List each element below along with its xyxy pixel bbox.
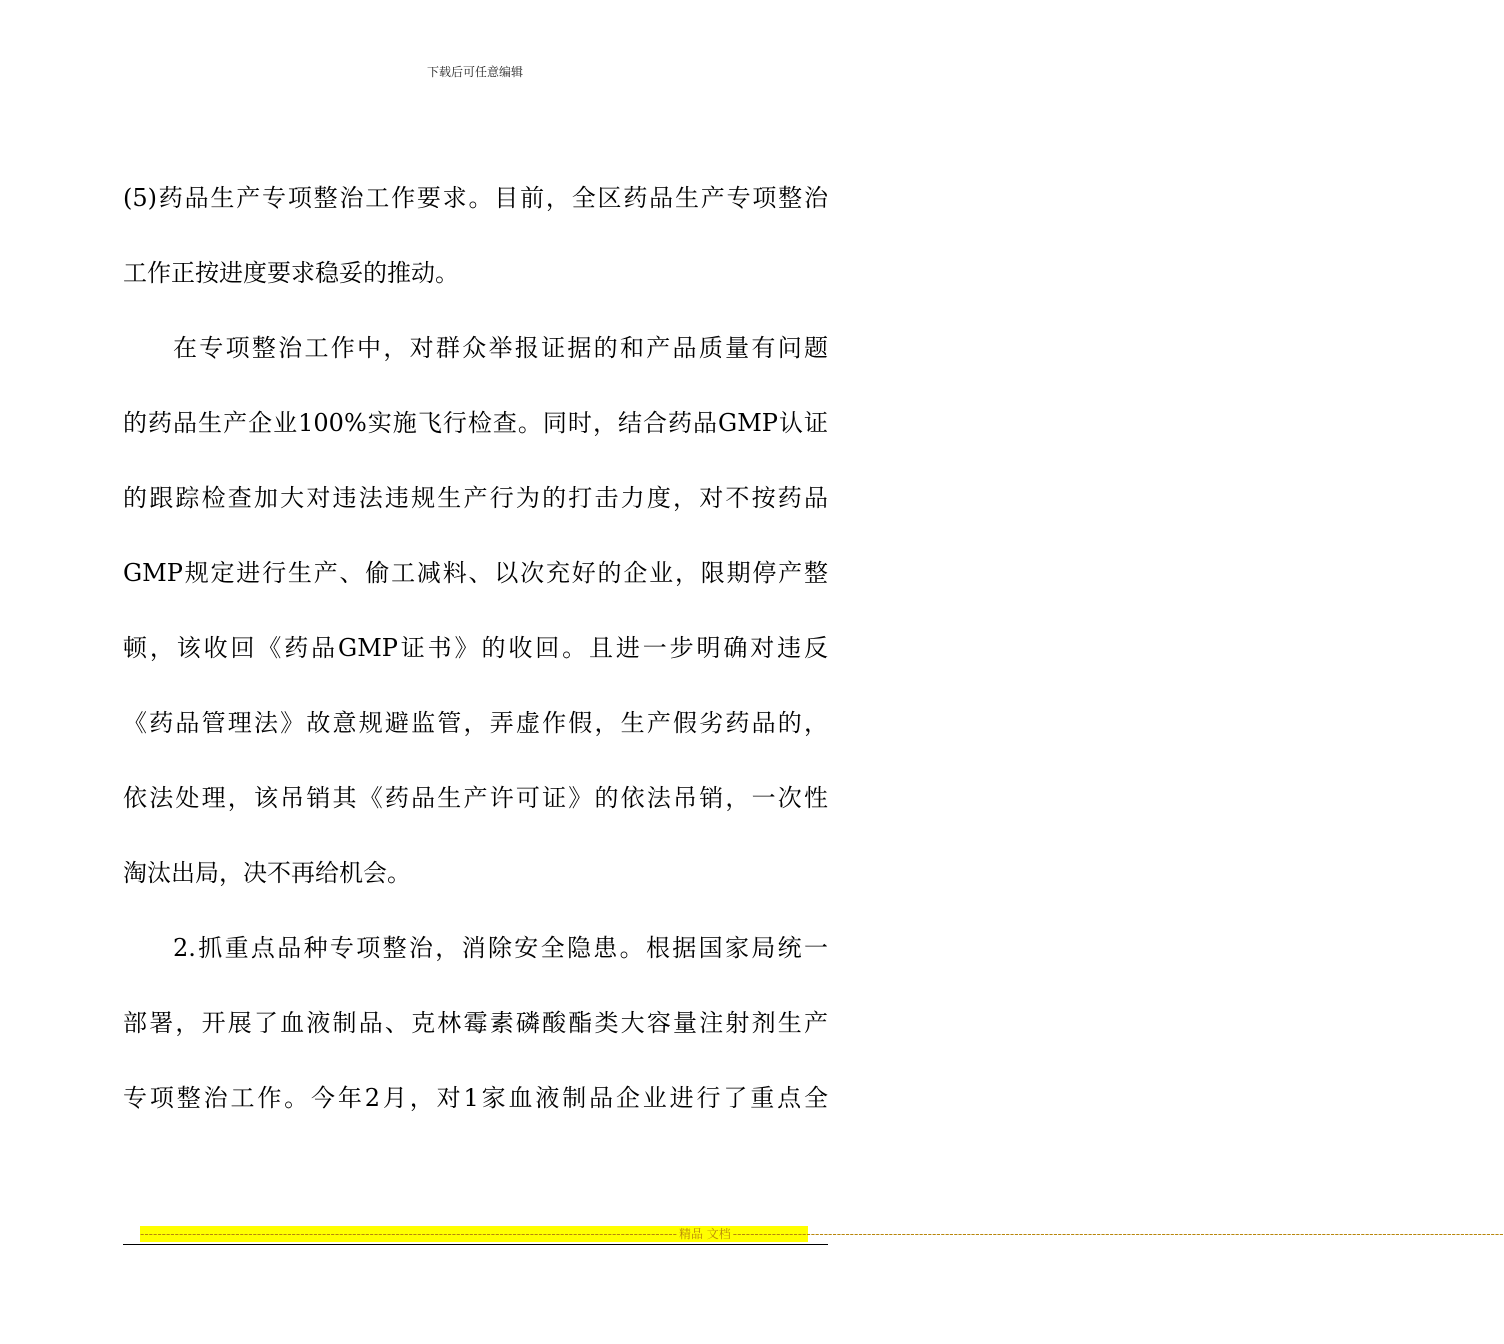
text-line: 部署，开展了血液制品、克林霉素磷酸酯类大容量注射剂生产 [123,1009,828,1037]
document-body [123,170,828,1145]
text-line: 顿，该收回《药品GMP证书》的收回。且进一步明确对违反 [123,634,828,662]
footer-dashes-left: ---------------------------------------------------------------------------------------------------------------------------- [140,1227,677,1241]
text-line: 的药品生产企业100%实施飞行检查。同时，结合药品GMP认证 [123,409,828,437]
footer-dashes-right: ---------------------------------------------------------------------------------------------------------------------------------------------------------------------------------- [732,1227,1504,1241]
text-line: 的跟踪检查加大对违法违规生产行为的打击力度，对不按药品 [123,484,828,512]
footer-rule [123,1244,828,1245]
footer-label: 精品 文档 [678,1227,731,1241]
text-line: 《药品管理法》故意规避监管，弄虚作假，生产假劣药品的， [123,709,828,737]
text-line: GMP规定进行生产、偷工减料、以次充好的企业，限期停产整 [123,559,828,587]
text-line: 专项整治工作。今年2月，对1家血液制品企业进行了重点全 [123,1084,828,1112]
page-header: 下载后可任意编辑 [426,65,523,79]
text-line: (5)药品生产专项整治工作要求。目前，全区药品生产专项整治 [123,184,828,212]
text-line: 依法处理，该吊销其《药品生产许可证》的依法吊销，一次性 [123,784,828,812]
text-line: 在专项整治工作中，对群众举报证据的和产品质量有问题 [173,334,828,362]
text-line: 淘汰出局，决不再给机会。 [123,859,411,887]
text-line: 工作正按进度要求稳妥的推动。 [123,259,459,287]
text-line: 2.抓重点品种专项整治，消除安全隐患。根据国家局统一 [173,934,828,962]
footer-banner [140,1226,1504,1242]
